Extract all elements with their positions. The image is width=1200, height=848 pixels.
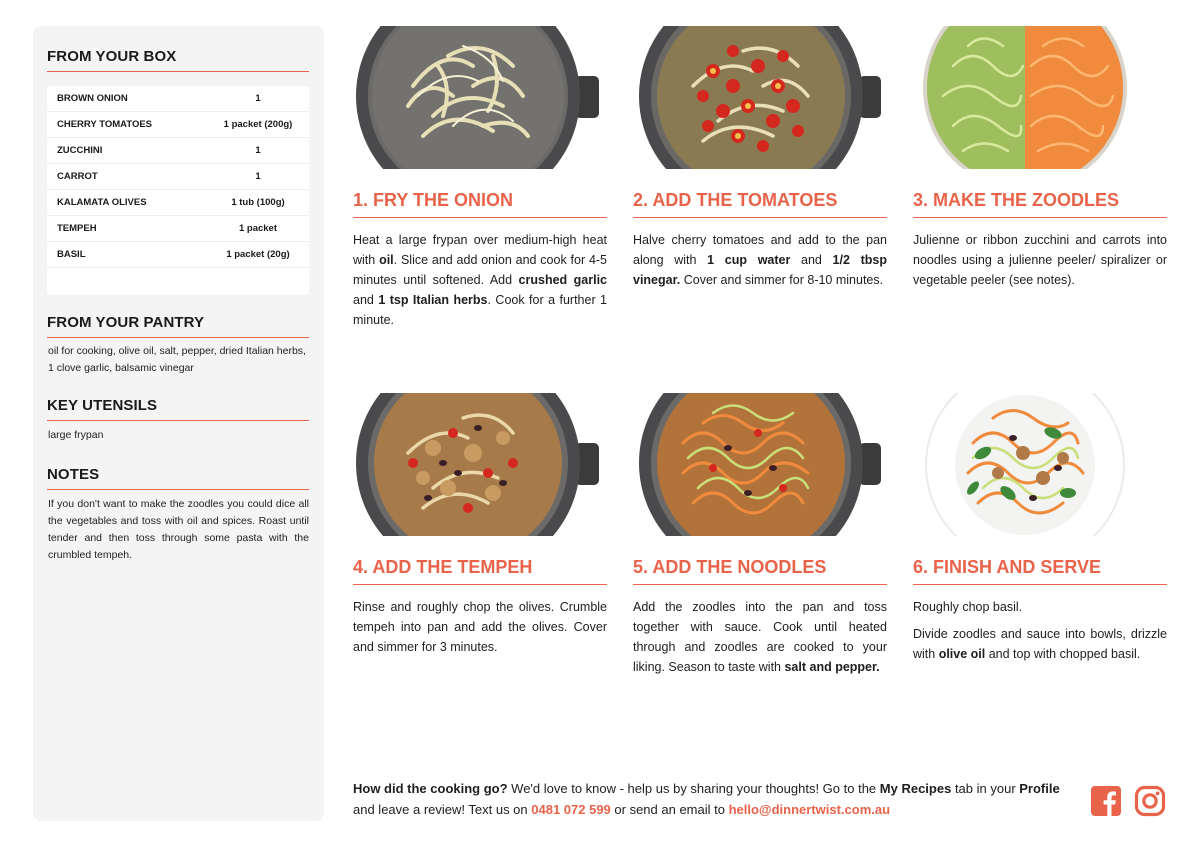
- bold-text: How did the cooking go?: [353, 781, 508, 796]
- text-run: and: [353, 293, 379, 307]
- text-run: We'd love to know - help us by sharing your thoughts! Go to the: [507, 781, 880, 796]
- review-prompt: [353, 778, 1073, 820]
- step-3-text: [913, 230, 1167, 290]
- bold-text: olive oil: [938, 647, 986, 661]
- ingredient-qty: 1 packet (20g): [226, 249, 290, 260]
- text-run: and top with chopped basil.: [985, 647, 1141, 661]
- text-run: tab in your: [951, 781, 1020, 796]
- bold-text: 1 cup water: [707, 253, 791, 267]
- step-5-text: [633, 597, 887, 677]
- facebook-icon[interactable]: [1090, 785, 1122, 817]
- step-3-photo: [913, 26, 1167, 169]
- table-row: [47, 216, 309, 242]
- notes-text: If you don't want to make the zoodles you could dice all the vegetables and toss with oil and spices. Roast until tender and then toss through some pasta with the crumbled tempeh.: [48, 498, 309, 561]
- text-run: . Slice and add onion and cook for 4-5 minutes until softened. Add: [353, 253, 608, 287]
- ingredient-name: TEMPEH: [57, 223, 97, 234]
- step-paragraph: [913, 624, 1167, 664]
- step-6-title: 6. FINISH AND SERVE: [913, 557, 1167, 585]
- text-run: and: [790, 253, 833, 267]
- ingredient-qty: 1: [255, 171, 261, 182]
- instagram-icon[interactable]: [1134, 785, 1166, 817]
- contact-link[interactable]: 0481 072 599: [531, 802, 611, 817]
- step-3-title: 3. MAKE THE ZOODLES: [913, 190, 1167, 218]
- table-row: [47, 86, 309, 112]
- table-row: [47, 164, 309, 190]
- step-paragraph: [633, 230, 887, 290]
- step-paragraph: [353, 597, 607, 657]
- table-row: [47, 190, 309, 216]
- ingredient-qty: 1 packet (200g): [223, 119, 293, 130]
- bold-text: My Recipes: [879, 781, 952, 796]
- step-4-text: [353, 597, 607, 657]
- contact-link[interactable]: hello@dinnertwist.com.au: [728, 802, 891, 817]
- ingredient-name: BASIL: [57, 249, 86, 260]
- step-paragraph: [633, 597, 887, 677]
- pantry-heading: FROM YOUR PANTRY: [47, 314, 309, 338]
- table-row: [47, 138, 309, 164]
- text-run: Julienne or ribbon zucchini and carrots into noodles using a julienne peeler/ spiralizer or vegetable peeler (see notes).: [913, 233, 1167, 287]
- bold-text: crushed garlic: [518, 273, 607, 287]
- ingredient-name: CHERRY TOMATOES: [57, 119, 153, 130]
- box-heading: FROM YOUR BOX: [47, 48, 309, 72]
- text-run: Add the zoodles into the pan and toss together with sauce. Cook until heated through and zoodles are cooked to your liking. Season to taste with: [633, 600, 887, 674]
- step-6-text: [913, 597, 1167, 664]
- text-run: or send an email to: [610, 802, 729, 817]
- bold-text: 1 tsp Italian herbs: [378, 293, 488, 307]
- text-run: Heat a large frypan over medium-high heat with: [353, 233, 607, 267]
- ingredient-qty: 1 packet: [238, 223, 278, 234]
- step-5-photo: [633, 393, 887, 536]
- step-4-title: 4. ADD THE TEMPEH: [353, 557, 607, 585]
- ingredient-name: CARROT: [57, 171, 98, 182]
- step-2-title: 2. ADD THE TOMATOES: [633, 190, 887, 218]
- text-run: Halve cherry tomatoes and add to the pan along with: [633, 233, 887, 267]
- text-run: Divide zoodles and sauce into bowls, drizzle with: [913, 627, 1167, 661]
- step-2-text: [633, 230, 887, 290]
- bold-text: Profile: [1019, 781, 1060, 796]
- notes-heading: NOTES: [47, 466, 309, 490]
- box-ingredients-table: [47, 86, 309, 295]
- bold-text: 1/2 tbsp vinegar.: [633, 253, 887, 287]
- ingredient-name: KALAMATA OLIVES: [57, 197, 147, 208]
- ingredient-qty: 1 tub (100g): [231, 197, 285, 208]
- utensils-text: large frypan: [48, 429, 104, 441]
- step-2-photo: [633, 26, 887, 169]
- table-row: [47, 112, 309, 138]
- step-1-title: 1. FRY THE ONION: [353, 190, 607, 218]
- step-5-title: 5. ADD THE NOODLES: [633, 557, 887, 585]
- text-run: . Cook for a further 1 minute.: [353, 293, 608, 327]
- pantry-text: oil for cooking, olive oil, salt, pepper, dried Italian herbs, 1 clove garlic, balsamic vinegar: [48, 345, 306, 374]
- table-row: [47, 242, 309, 268]
- text-run: Roughly chop basil.: [913, 600, 1023, 614]
- ingredients-sidebar: [33, 26, 324, 821]
- bold-text: salt and pepper.: [784, 660, 880, 674]
- ingredient-qty: 1: [255, 145, 261, 156]
- step-1-photo: [353, 26, 607, 169]
- ingredient-qty: 1: [255, 93, 261, 104]
- ingredient-name: BROWN ONION: [57, 93, 128, 104]
- step-paragraph: [913, 597, 1167, 617]
- step-paragraph: [913, 230, 1167, 290]
- bold-text: oil: [379, 253, 394, 267]
- step-1-text: [353, 230, 607, 330]
- step-6-photo: [913, 393, 1167, 536]
- text-run: Rinse and roughly chop the olives. Crumble tempeh into pan and add the olives. Cover and simmer for 3 minutes.: [353, 600, 607, 654]
- step-4-photo: [353, 393, 607, 536]
- text-run: and leave a review! Text us on: [353, 802, 532, 817]
- step-paragraph: [353, 230, 607, 330]
- utensils-heading: KEY UTENSILS: [47, 397, 309, 421]
- text-run: Cover and simmer for 8-10 minutes.: [680, 273, 884, 287]
- ingredient-name: ZUCCHINI: [57, 145, 103, 156]
